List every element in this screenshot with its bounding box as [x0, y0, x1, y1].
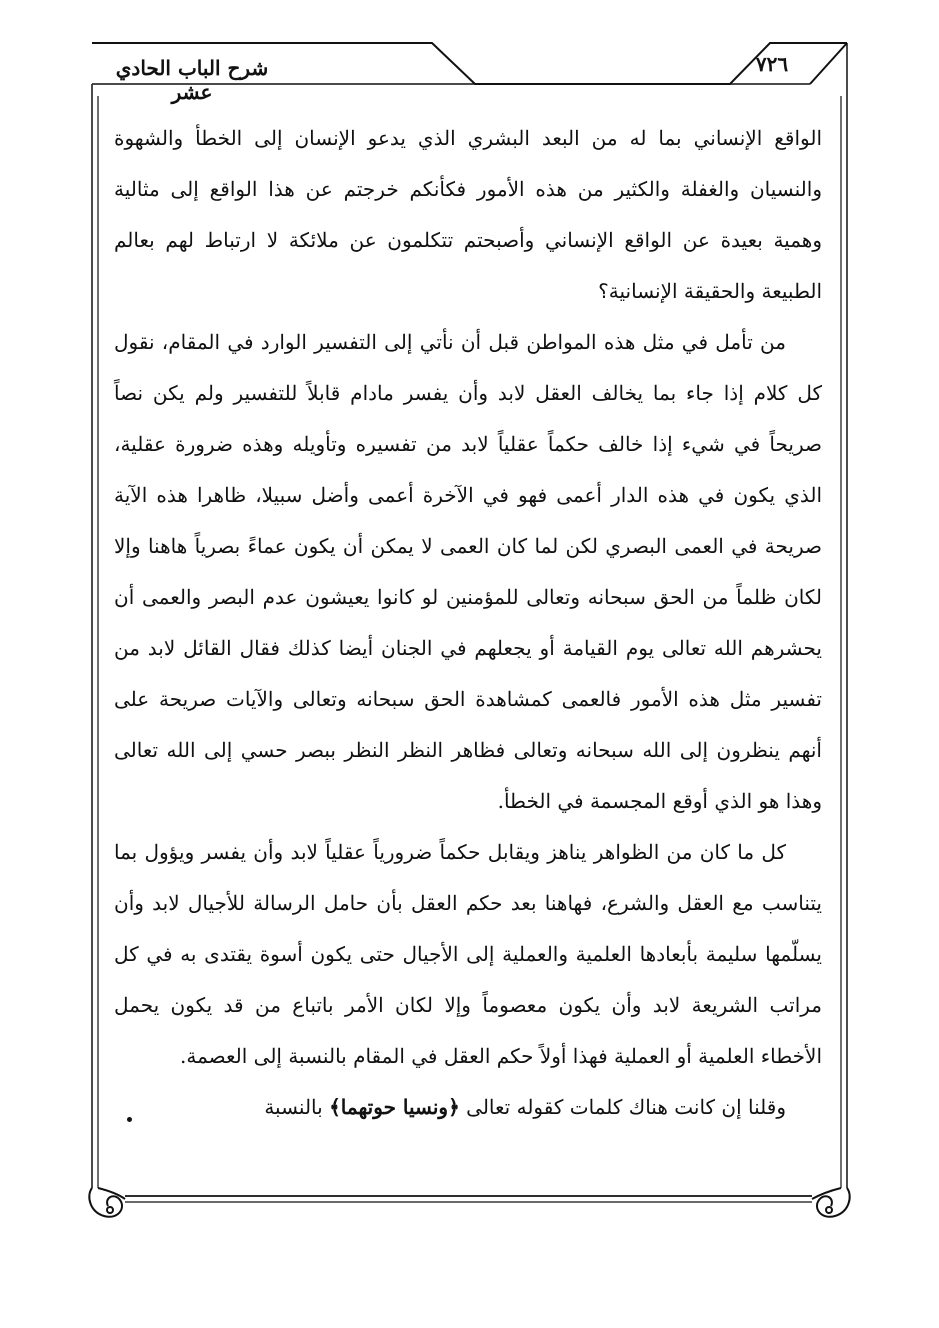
paragraph — [114, 1082, 822, 1133]
corner-ornament-left-icon — [89, 1188, 125, 1217]
body-text — [114, 113, 822, 1133]
running-header-title: شرح الباب الحادي عشر — [115, 56, 269, 104]
quran-verse: ﴿ونسيا حوتهما﴾ — [329, 1095, 460, 1119]
ink-dot — [127, 1117, 132, 1122]
paragraph: من تأمل في مثل هذه المواطن قبل أن نأتي إلى التفسير الوارد في المقام، نقول كل كلام إذا جاء بما يخالف العقل لابد وأن يفسر مادام قابلاً للتفسير ولم يكن نصاً صريحاً في شيء إذا خالف حكماً عقلياً لابد من تفسيره وتأويله وهذه ضرورة عقلية، الذي يكون في هذه الدار أعمى فهو في الآخرة أعمى وأضل سبيلا، ظاهرا هذه الآية صريحة في العمى البصري لكن لما كان العمى لا يمكن أن يكون عماءً بصرياً هاهنا وإلا لكان ظلماً من الحق سبحانه وتعالى للمؤمنين لو كانوا يعيشون عدم البصر والعمى أن يحشرهم الله تعالى يوم القيامة أو يجعلهم في الجنان أيضا كذلك فقال القائل لابد من تفسير مثل هذه الأمور فالعمى كمشاهدة الحق سبحانه وتعالى والآيات صريحة على أنهم ينظرون إلى الله سبحانه وتعالى فظاهر النظر النظر ببصر حسي إلى الله تعالى وهذا هو الذي أوقع المجسمة في الخطأ. — [114, 330, 822, 813]
paragraph-text: بالنسبة — [264, 1095, 330, 1119]
paragraph: كل ما كان من الظواهر يناهز ويقابل حكماً ضرورياً عقلياً لابد وأن يفسر ويؤول بما يتناسب مع العقل والشرع، فهاهنا بعد حكم العقل بأن حامل الرسالة للأجيال لابد وأن يسلّمها سليمة بأبعادها العلمية والعملية إلى الأجيال حتى يكون أسوة يقتدى به في كل مراتب الشريعة لابد وأن يكون معصوماً وإلا لكان الأمر باتباع من قد يكون يحمل الأخطاء العلمية أو العملية فهذا أولاً حكم العقل في المقام بالنسبة إلى العصمة. — [114, 840, 822, 1068]
paragraph-text: وقلنا إن كانت هناك كلمات كقوله تعالى — [459, 1095, 786, 1119]
page-number: ٧٢٦ — [755, 52, 789, 76]
paragraph: الواقع الإنساني بما له من البعد البشري الذي يدعو الإنسان إلى الخطأ والشهوة والنسيان والغفلة والكثير من هذه الأمور فكأنكم خرجتم عن هذا الواقع إلى مثالية وهمية بعيدة عن الواقع الإنساني وأصبحتم تتكلمون عن ملائكة لا ارتباط لهم بعالم الطبيعة والحقيقة الإنسانية؟ — [114, 126, 822, 303]
corner-ornament-right-icon — [812, 1188, 850, 1217]
